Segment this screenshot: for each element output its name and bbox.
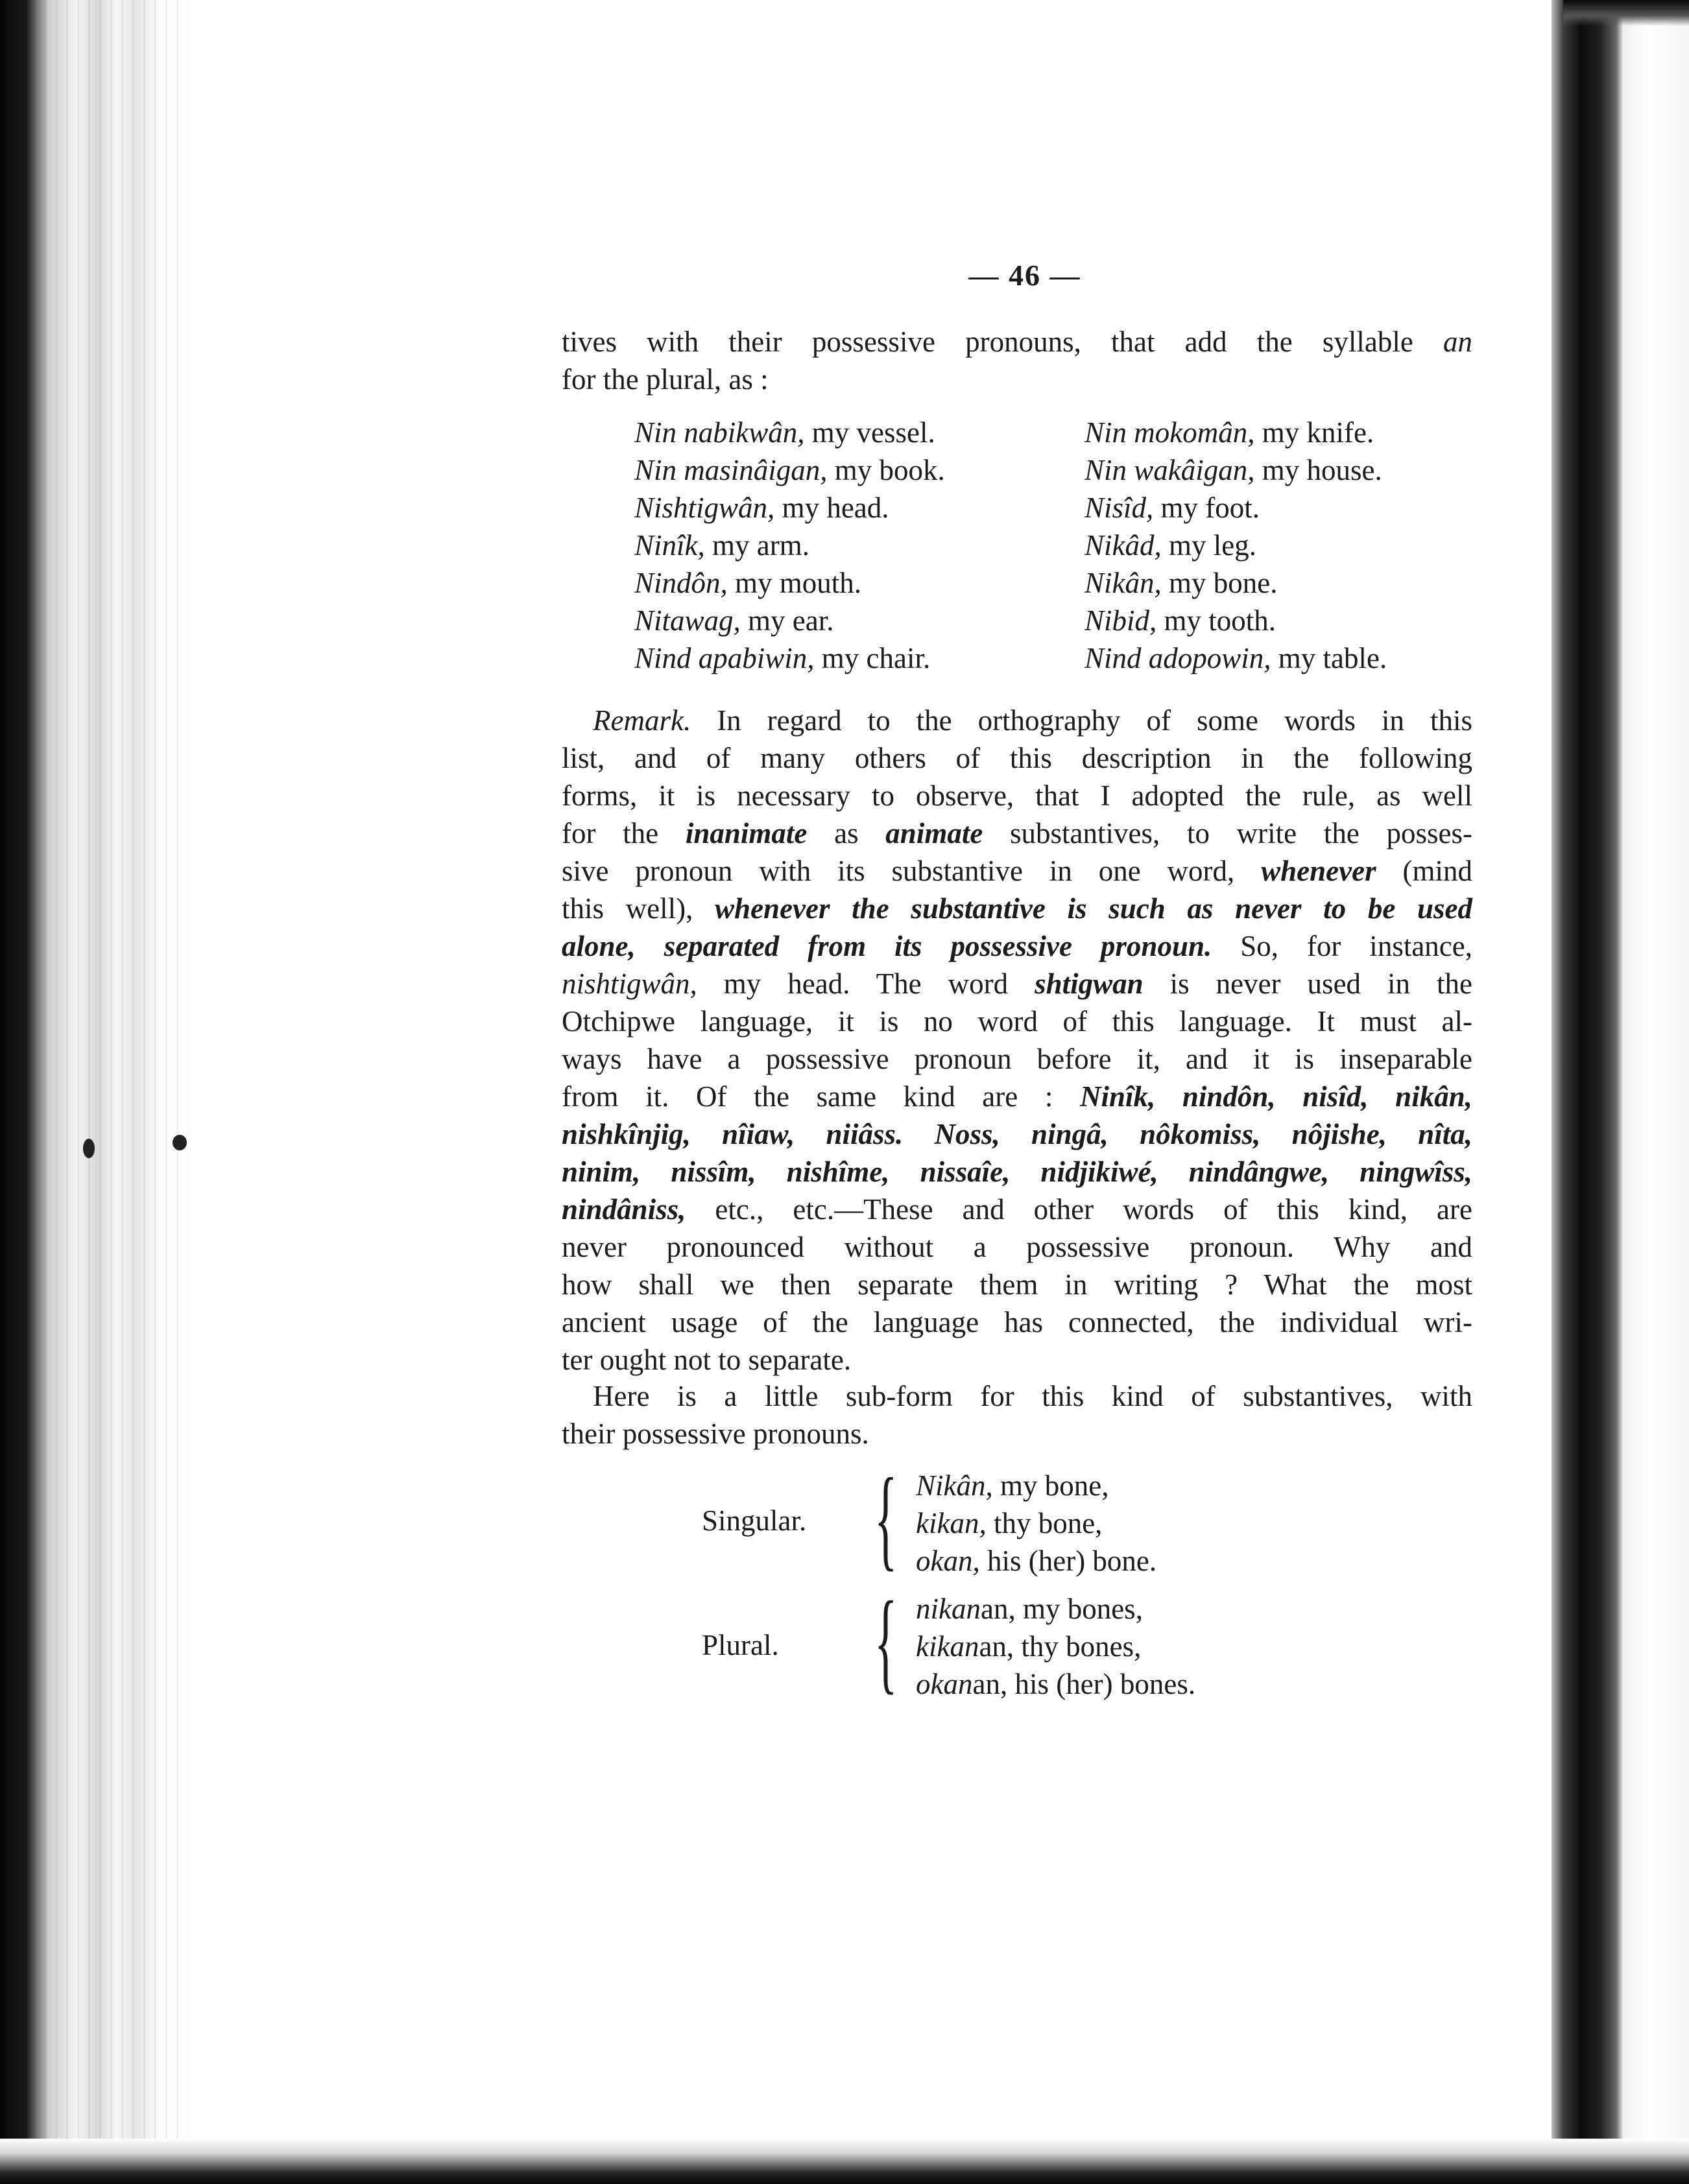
text-line: nishtigwân, my head. The word shtigwan is never used in the [562,967,1472,1000]
text-line: ancient usage of the language has connected, the individual wri- [562,1306,1472,1338]
vocab-entry-left: Nitawag, my ear. [634,604,834,637]
vocab-entry-left: Nindôn, my mouth. [634,567,862,599]
singular-form: Nikân, my bone, [916,1469,1109,1502]
plural-label: Plural. [702,1629,779,1661]
vocab-entry-left: Nishtigwân, my head. [634,492,889,524]
text-line: for the plural, as : [562,363,769,396]
vocab-entry-left: Nin nabikwân, my vessel. [634,416,935,449]
text-line: Remark. In regard to the orthography of some words in this [593,704,1472,737]
vocab-entry-right: Nin mokomân, my knife. [1084,416,1374,449]
text-line: tives with their possessive pronouns, that add the syllable an [562,326,1472,358]
text-line: nishkînjig, nîiaw, niiâss. Noss, ningâ, nôkomiss, nôjishe, nîta, [562,1118,1472,1150]
text-line: how shall we then separate them in writing ? What the most [562,1268,1472,1301]
vocab-entry-left: Ninîk, my arm. [634,529,809,562]
plural-brace: { [874,1578,898,1705]
vocab-entry-right: Nikân, my bone. [1084,567,1278,599]
vocab-entry-right: Nin wakâigan, my house. [1084,454,1382,486]
text-line: alone, separated from its possessive pronoun. So, for instance, [562,930,1472,962]
page-number: — 46 — [968,259,1081,292]
vocab-entry-right: Nibid, my tooth. [1084,604,1276,637]
subform-intro-paragraph [562,1377,1472,1453]
vocab-entry-right: Nind adopowin, my table. [1084,642,1387,674]
text-line: nindâniss, etc., etc.—These and other words of this kind, are [562,1193,1472,1226]
vocab-entry-left: Nin masinâigan, my book. [634,454,945,486]
text-line: ter ought not to separate. [562,1344,852,1376]
plural-form: kikanan, thy bones, [916,1630,1142,1663]
remark-paragraph [562,702,1472,1379]
intro-paragraph [562,323,1472,398]
text-line: this well), whenever the substantive is such as never to be used [562,892,1472,925]
text-line: Here is a little sub-form for this kind of substantives, with [593,1380,1472,1412]
text-line: ninim, nissîm, nishîme, nissaîe, nidjikiwé, nindângwe, ningwîss, [562,1156,1472,1188]
singular-brace: { [874,1455,898,1582]
text-line: forms, it is necessary to observe, that I adopted the rule, as well [562,779,1472,812]
singular-form: okan, his (her) bone. [916,1545,1157,1577]
singular-label: Singular. [702,1504,807,1537]
text-line: sive pronoun with its substantive in one word, whenever (mind [562,855,1472,887]
text-line: their possessive pronouns. [562,1418,869,1450]
text-line: ways have a possessive pronoun before it, and it is inseparable [562,1043,1472,1075]
text-line: list, and of many others of this description in the following [562,742,1472,774]
singular-form: kikan, thy bone, [916,1507,1103,1539]
vocab-entry-left: Nind apabiwin, my chair. [634,642,931,674]
text-line: for the inanimate as animate substantives, to write the posses- [562,817,1472,849]
vocab-entry-right: Nikâd, my leg. [1084,529,1256,562]
plural-form: nikanan, my bones, [916,1593,1143,1625]
text-line: from it. Of the same kind are : Ninîk, nindôn, nisîd, nikân, [562,1080,1472,1113]
text-line: Otchipwe language, it is no word of this language. It must al- [562,1005,1472,1038]
vocab-entry-right: Nisîd, my foot. [1084,492,1260,524]
text-line: never pronounced without a possessive pronoun. Why and [562,1231,1472,1263]
plural-form: okanan, his (her) bones. [916,1668,1196,1700]
